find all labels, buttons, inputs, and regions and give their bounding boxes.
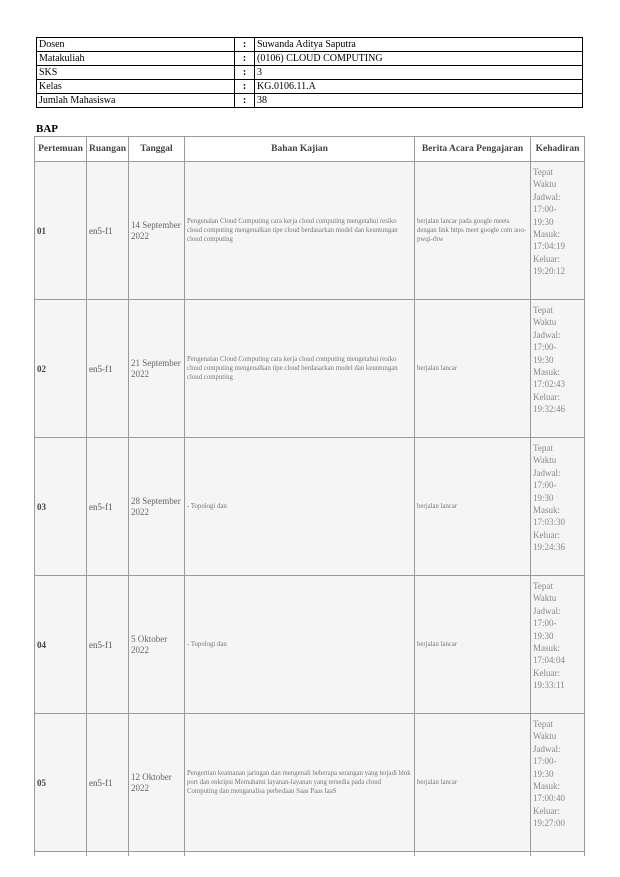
ruangan-cell: en5-f1 xyxy=(87,162,129,300)
kehadiran-line: Masuk: xyxy=(533,505,560,516)
kehadiran-cell xyxy=(531,438,585,576)
ruangan-cell: en5-f1 xyxy=(87,714,129,852)
info-value: (0106) CLOUD COMPUTING xyxy=(255,52,583,66)
header-bahan-kajian: Bahan Kajian xyxy=(185,137,415,162)
empty-cell xyxy=(129,852,185,857)
kehadiran-line: Keluar: xyxy=(533,391,560,402)
kehadiran-line: Tepat xyxy=(533,167,553,177)
info-label: Matakuliah xyxy=(37,52,235,66)
berita-acara-cell: berjalan lancar xyxy=(415,300,531,438)
tanggal-cell: 5 Oktober 2022 xyxy=(129,576,185,714)
kehadiran-line: Keluar: xyxy=(533,529,560,540)
kehadiran-line: 17:00:40 xyxy=(533,793,566,804)
kehadiran-line: 17:00- xyxy=(533,618,557,629)
kehadiran-line: Masuk: xyxy=(533,781,560,792)
course-info-table xyxy=(36,37,583,108)
info-label: Jumlah Mahasiswa xyxy=(37,94,235,108)
info-colon: : xyxy=(235,66,255,80)
kehadiran-line: Waktu xyxy=(533,593,557,604)
kehadiran-line: 19:33:11 xyxy=(533,680,565,691)
kehadiran-line: 17:00- xyxy=(533,756,557,767)
ruangan-cell: en5-f1 xyxy=(87,576,129,714)
bap-row xyxy=(35,300,585,438)
bap-table xyxy=(34,136,585,856)
kehadiran-line: 19:30 xyxy=(533,354,554,365)
ruangan-cell: en5-f1 xyxy=(87,300,129,438)
kehadiran-line: Masuk: xyxy=(533,643,560,654)
kehadiran-line: Tepat xyxy=(533,719,553,729)
kehadiran-line: Waktu xyxy=(533,317,557,328)
header-ruangan: Ruangan xyxy=(87,137,129,162)
info-colon: : xyxy=(235,80,255,94)
kehadiran-line: Tepat xyxy=(533,305,553,315)
empty-cell xyxy=(531,852,585,857)
tanggal-cell: 21 September 2022 xyxy=(129,300,185,438)
kehadiran-line: 17:02:43 xyxy=(533,379,566,390)
info-value: 3 xyxy=(255,66,583,80)
pertemuan-cell: 03 xyxy=(35,438,87,576)
kehadiran-line: Tepat xyxy=(533,581,553,591)
kehadiran-line: Masuk: xyxy=(533,367,560,378)
bap-row xyxy=(35,576,585,714)
kehadiran-line: 17:04:19 xyxy=(533,241,566,252)
kehadiran-cell xyxy=(531,162,585,300)
info-row xyxy=(37,80,583,94)
header-kehadiran: Kehadiran xyxy=(531,137,585,162)
info-label: Dosen xyxy=(37,38,235,52)
berita-acara-cell: berjalan lancar xyxy=(415,576,531,714)
kehadiran-line: Jadwal: xyxy=(533,191,561,202)
tanggal-cell: 28 September 2022 xyxy=(129,438,185,576)
kehadiran-line: Keluar: xyxy=(533,667,560,678)
header-tanggal: Tanggal xyxy=(129,137,185,162)
kehadiran-line: Waktu xyxy=(533,179,557,190)
tanggal-cell: 12 Oktober 2022 xyxy=(129,714,185,852)
bap-row xyxy=(35,438,585,576)
info-row xyxy=(37,66,583,80)
kehadiran-cell xyxy=(531,714,585,852)
kehadiran-line: 17:00- xyxy=(533,342,557,353)
kehadiran-line: Masuk: xyxy=(533,229,560,240)
kehadiran-line: 19:30 xyxy=(533,768,554,779)
kehadiran-line: 17:00- xyxy=(533,480,557,491)
kehadiran-line: Jadwal: xyxy=(533,743,561,754)
berita-acara-cell: berjalan lancar xyxy=(415,438,531,576)
info-value: KG.0106.11.A xyxy=(255,80,583,94)
kehadiran-line: 17:04:04 xyxy=(533,655,566,666)
kehadiran-line: 19:27:00 xyxy=(533,818,566,829)
header-pertemuan: Pertemuan xyxy=(35,137,87,162)
kehadiran-line: Jadwal: xyxy=(533,467,561,478)
kehadiran-line: Tepat xyxy=(533,443,553,453)
kehadiran-line: 19:30 xyxy=(533,492,554,503)
kehadiran-line: 19:20:12 xyxy=(533,266,566,277)
kehadiran-line: Keluar: xyxy=(533,805,560,816)
info-colon: : xyxy=(235,94,255,108)
kehadiran-line: 19:32:46 xyxy=(533,404,566,415)
empty-cell xyxy=(415,852,531,857)
info-row xyxy=(37,94,583,108)
kehadiran-line: Jadwal: xyxy=(533,329,561,340)
kehadiran-line: 19:30 xyxy=(533,216,554,227)
kehadiran-cell xyxy=(531,300,585,438)
bap-title: BAP xyxy=(36,123,58,135)
kehadiran-line: 17:03:30 xyxy=(533,517,566,528)
tanggal-cell: 14 September 2022 xyxy=(129,162,185,300)
info-row xyxy=(37,52,583,66)
empty-cell xyxy=(185,852,415,857)
header-berita-acara: Berita Acara Pengajaran xyxy=(415,137,531,162)
info-row xyxy=(37,38,583,52)
kehadiran-line: Waktu xyxy=(533,731,557,742)
pertemuan-cell: 05 xyxy=(35,714,87,852)
info-colon: : xyxy=(235,52,255,66)
pertemuan-cell: 02 xyxy=(35,300,87,438)
pertemuan-cell: 04 xyxy=(35,576,87,714)
bap-row xyxy=(35,162,585,300)
info-label: SKS xyxy=(37,66,235,80)
ruangan-cell: en5-f1 xyxy=(87,438,129,576)
kehadiran-line: Waktu xyxy=(533,455,557,466)
kehadiran-line: 19:30 xyxy=(533,630,554,641)
kehadiran-line: 17:00- xyxy=(533,204,557,215)
bahan-kajian-cell: - Topologi dan xyxy=(185,438,415,576)
bahan-kajian-cell: Pengenalan Cloud Computing cara kerja cloud computing mengetahui resiko cloud computing mengenalkan tipe cloud berdasarkan model dan keuntungan cloud computing xyxy=(185,162,415,300)
info-value: 38 xyxy=(255,94,583,108)
bap-row-partial xyxy=(35,852,585,857)
info-value: Suwanda Aditya Saputra xyxy=(255,38,583,52)
berita-acara-cell: berjalan lancar xyxy=(415,714,531,852)
berita-acara-cell: berjalan lancar pada google meets dengan link https meet google com aoo-pwqi-rhw xyxy=(415,162,531,300)
pertemuan-cell: 01 xyxy=(35,162,87,300)
kehadiran-line: Jadwal: xyxy=(533,605,561,616)
empty-cell xyxy=(35,852,87,857)
kehadiran-cell xyxy=(531,576,585,714)
kehadiran-line: Keluar: xyxy=(533,253,560,264)
info-colon: : xyxy=(235,38,255,52)
bap-header-row xyxy=(35,137,585,162)
bahan-kajian-cell: - Topologi dan xyxy=(185,576,415,714)
bap-row xyxy=(35,714,585,852)
bahan-kajian-cell: Pengenalan Cloud Computing cara kerja cloud computing mengetahui resiko cloud computing mengenalkan tipe cloud berdasarkan model dan keuntungan cloud computing xyxy=(185,300,415,438)
kehadiran-line: 19:24:36 xyxy=(533,542,566,553)
bahan-kajian-cell: Pengertian keamanan jaringan dan mengenali beberapa serangan yang terjadi blok port dan enkripsi Memahami layanan-layanan yang tersedia pada cloud Computing dan menganalisa perbedaan Saas Paas IaaS xyxy=(185,714,415,852)
empty-cell xyxy=(87,852,129,857)
info-label: Kelas xyxy=(37,80,235,94)
